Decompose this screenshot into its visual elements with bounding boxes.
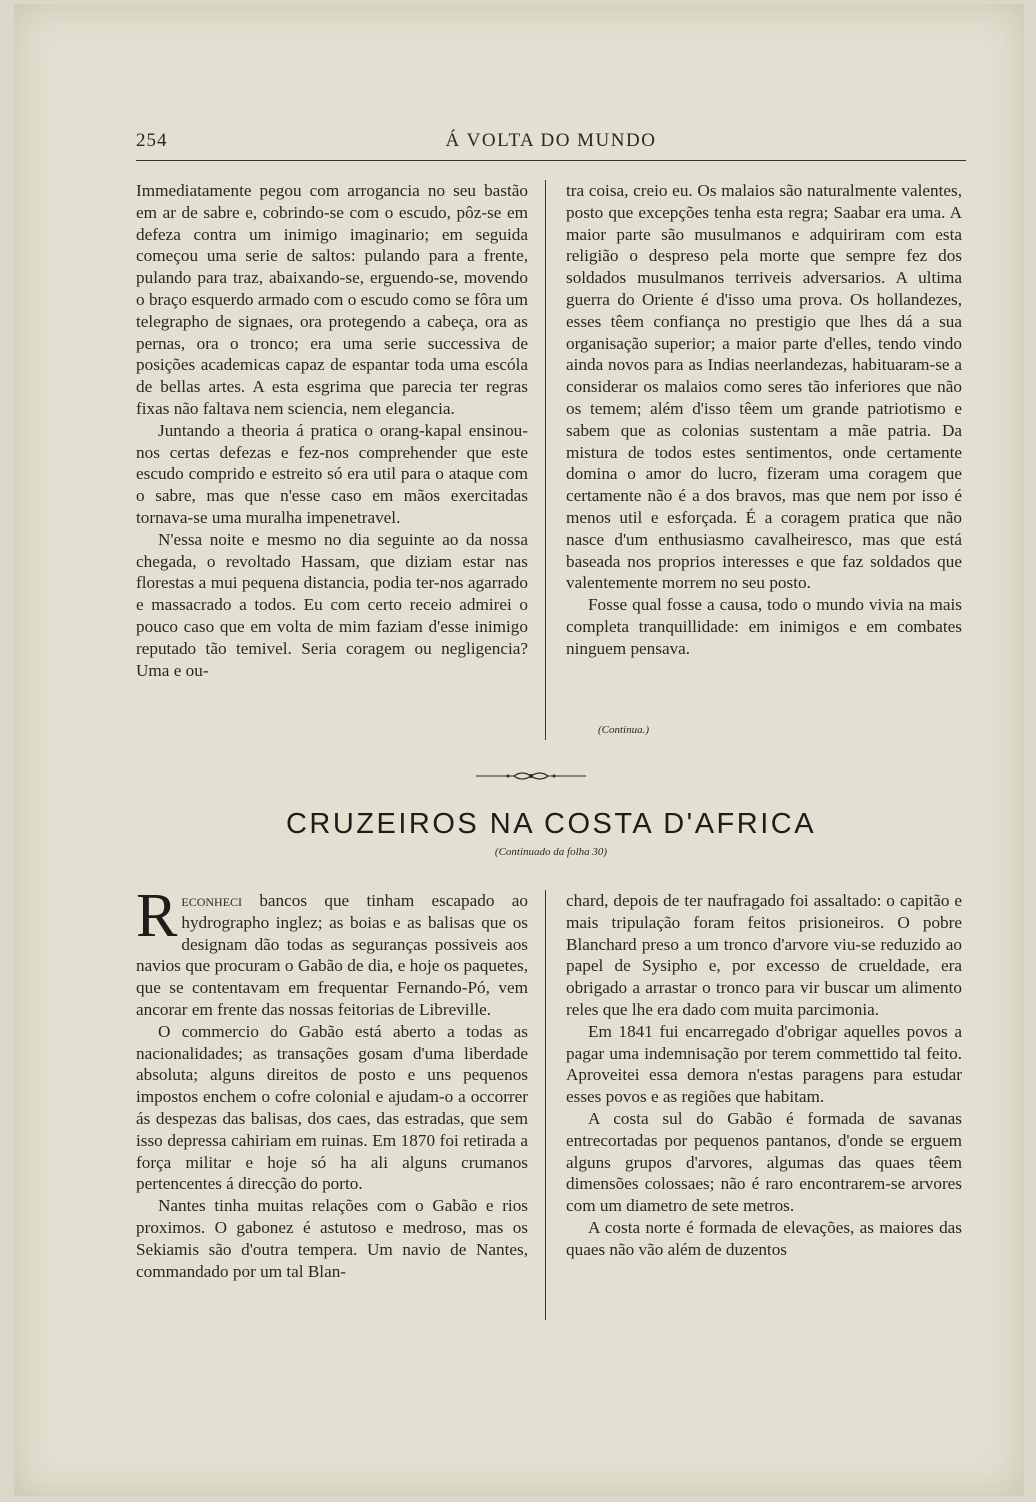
article-subtitle: (Continuado da folha 30): [494, 846, 608, 858]
drop-cap: R: [136, 882, 178, 950]
paragraph: Immediatamente pegou com arrogancia no seu bastão em ar de sabre e, cobrindo-se com o escudo, pôz-se em defeza contra um inimigo imaginario; em seguida começou uma serie de saltos: pulando para a frente, pulando para traz, abaixando-se, erguendo-se, movendo o braço esquerdo armado com o escudo como se fôra um telegrapho de signaes, ora protegendo a cabeça, ora as pernas, ora o tronco; era uma serie successiva de posições academicas capaz de espantar toda uma escóla de bellas artes. A esta esgrima que parecia ter regras fixas não faltava nem sciencia, nem elegancia.: [136, 181, 528, 418]
paragraph: A costa sul do Gabão é formada de savanas entrecortadas por pequenos pantanos, d'onde se erguem alguns grupos d'arvores, algumas das quaes têem dimensões colossaes; não é raro encontrarem-se arvores com um diametro de sete metros.: [566, 1108, 962, 1216]
page-header: [136, 130, 966, 156]
paragraph: [136, 882, 528, 1021]
paragraph: chard, depois de ter naufragado foi assaltado: o capitão e mais tripulação foram feitos prisioneiros. O pobre Blanchard preso a um tronco d'arvore viu-se reduzido ao papel de Sysipho e, por excesso de crueldade, era obrigado a arrastar o tronco para vir buscar um alimento reles que lhe era dado com muita parcimonia.: [566, 891, 962, 1019]
continua-note: (Continua.): [598, 724, 650, 736]
article-left-column: [136, 882, 528, 1282]
paragraph: tra coisa, creio eu. Os malaios são naturalmente valentes, posto que excepções tenha esta regra; Saabar era uma. A maior parte são musulmanos e adquiriram com esta religião o despreso pela morte que sempre fez dos soldados musulmanos terriveis adversarios. A ultima guerra do Oriente é d'isso uma prova. Os hollandezes, esses têem confiança no prestigio que lhes dá a sua organisação superior; a maior parte d'elles, tendo vindo ainda novos para as Indias neerlandezas, habituaram-se a considerar os malaios como seres tão inferiores que não os temem; além d'isso têem um grande patriotismo e sabem que as colonias sustentam a mãe patria. Da mistura de todos estes sentimentos, onde certamente domina o amor do lucro, fizeram uma coragem que certamente não é a dos bravos, mas que nem por isso é menos util e esforçada. É a coragem pratica que não nasce d'um enthusiasmo cavalheiresco, mas que está baseada nos proprios interesses e que faz soldados que valentemente morrem no seu posto.: [566, 181, 962, 593]
article-right-column: [566, 890, 962, 1261]
ornament-divider-icon: [474, 768, 588, 784]
paragraph: N'essa noite e mesmo no dia seguinte ao da nossa chegada, o revoltado Hassam, que diziam estar nas florestas a mui pequena distancia, podia ter-nos agarrado e massacrado a todos. Eu com certo receio admirei o pouco caso que em volta de mim faziam d'esse inimigo reputado tão temivel. Seria coragem ou negligencia? Uma e ou-: [136, 529, 528, 680]
header-rule: [136, 160, 966, 161]
paragraph: Fosse qual fosse a causa, todo o mundo vivia na mais completa tranquillidade: em inimigos e em combates ninguem pensava.: [566, 595, 962, 658]
top-right-column: [566, 180, 962, 660]
paragraph: A costa norte é formada de elevações, as maiores das quaes não vão além de duzentos: [566, 1217, 962, 1259]
paragraph: Juntando a theoria á pratica o orang-kapal ensinou-nos certas defezas e fez-nos comprehender que este escudo comprido e estreito só era util para o ataque com o sabre, mas que n'esse caso em mãos exercitadas tornava-se uma muralha impenetravel.: [136, 420, 528, 527]
first-paragraph-text: bancos que tinham escapado ao hydrographo inglez; as boias e as balisas que os designam dão todas as seguranças possiveis aos navios que procuram o Gabão de dia, e hoje os paquetes, que se contentavam em frequentar Fernando-Pó, vem ancorar em frente das nossas feitorias de Libreville.: [136, 891, 528, 1019]
top-left-column: [136, 180, 528, 681]
paragraph: Em 1841 fui encarregado d'obrigar aquelles povos a pagar uma indemnisação por terem commettido tal feito. Aproveitei essa demora n'estas paragens para estudar esses povos e as regiões que habitam.: [566, 1021, 962, 1107]
column-divider: [545, 890, 546, 1320]
first-word: econheci: [181, 891, 243, 910]
paragraph: O commercio do Gabão está aberto a todas as nacionalidades; as transações gosam d'uma liberdade absoluta; alguns direitos de posto e uns pequenos impostos enchem o cofre colonial e ajudam-o a occorrer ás despezas das balisas, dos caes, das estradas, que sem isso depressa cahiriam em ruinas. Em 1870 foi retirada a força militar e hoje só ha ali alguns crumanos pertencentes á direcção do porto.: [136, 1021, 528, 1194]
paragraph: Nantes tinha muitas relações com o Gabão e rios proximos. O gabonez é astutoso e medroso, mas os Sekiamis são d'outra tempera. Um navio de Nantes, commandado por um tal Blan-: [136, 1196, 528, 1281]
column-divider: [545, 180, 546, 740]
article-title: CRUZEIROS NA COSTA D'AFRICA: [285, 808, 817, 840]
running-title: Á VOLTA DO MUNDO: [445, 130, 657, 151]
page-number: 254: [136, 130, 168, 151]
